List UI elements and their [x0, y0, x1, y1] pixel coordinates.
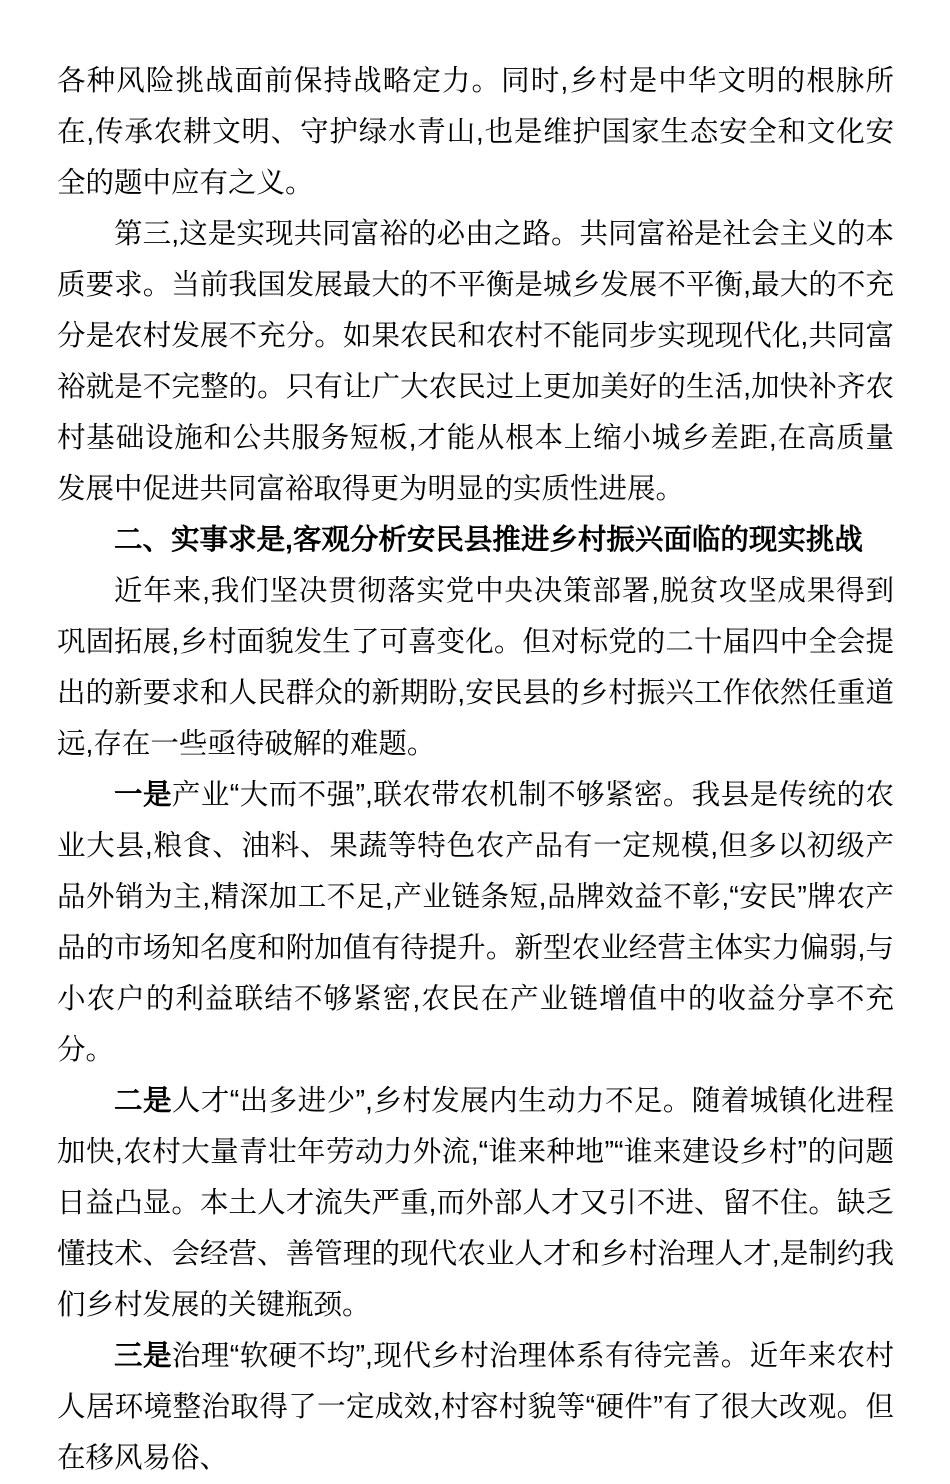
paragraph-item-three-lead: 三是	[114, 1340, 172, 1372]
paragraph-item-two	[57, 1076, 894, 1331]
heading-section-two: 二、实事求是,客观分析安民县推进乡村振兴面临的现实挑战	[114, 524, 863, 556]
paragraph-item-one-text: 产业“大而不强”,联农带农机制不够紧密。我县是传统的农业大县,粮食、油料、果蔬等特色农产品有一定规模,但多以初级产品外销为主,精深加工不足,产业链条短,品牌效益不彰,“安民”牌农产品的市场知名度和附加值有待提升。新型农业经营主体实力偏弱,与小农户的利益联结不够紧密,农民在产业链增值中的收益分享不充分。	[57, 779, 894, 1066]
paragraph-item-three	[57, 1331, 894, 1484]
document-body	[57, 56, 894, 1484]
paragraph-item-two-lead: 二是	[114, 1085, 172, 1117]
paragraph-item-one	[57, 770, 894, 1076]
paragraph-recent-years: 近年来,我们坚决贯彻落实党中央决策部署,脱贫攻坚成果得到巩固拓展,乡村面貌发生了可喜变化。但对标党的二十届四中全会提出的新要求和人民群众的新期盼,安民县的乡村振兴工作依然任重道远,存在一些亟待破解的难题。	[57, 575, 894, 760]
paragraph-third-point: 第三,这是实现共同富裕的必由之路。共同富裕是社会主义的本质要求。当前我国发展最大的不平衡是城乡发展不平衡,最大的不充分是农村发展不充分。如果农民和农村不能同步实现现代化,共同富裕就是不完整的。只有让广大农民过上更加美好的生活,加快补齐农村基础设施和公共服务短板,才能从根本上缩小城乡差距,在高质量发展中促进共同富裕取得更为明显的实质性进展。	[57, 218, 894, 505]
paragraph-item-one-lead: 一是	[114, 779, 172, 811]
paragraph-item-two-text: 人才“出多进少”,乡村发展内生动力不足。随着城镇化进程加快,农村大量青壮年劳动力外流,“谁来种地”“谁来建设乡村”的问题日益凸显。本土人才流失严重,而外部人才又引不进、留不住。缺乏懂技术、会经营、善管理的现代农业人才和乡村治理人才,是制约我们乡村发展的关键瓶颈。	[57, 1085, 894, 1321]
paragraph-continuation: 各种风险挑战面前保持战略定力。同时,乡村是中华文明的根脉所在,传承农耕文明、守护绿水青山,也是维护国家生态安全和文化安全的题中应有之义。	[57, 65, 894, 199]
paragraph-item-three-text: 治理“软硬不均”,现代乡村治理体系有待完善。近年来农村人居环境整治取得了一定成效,村容村貌等“硬件”有了很大改观。但在移风易俗、	[57, 1340, 894, 1474]
